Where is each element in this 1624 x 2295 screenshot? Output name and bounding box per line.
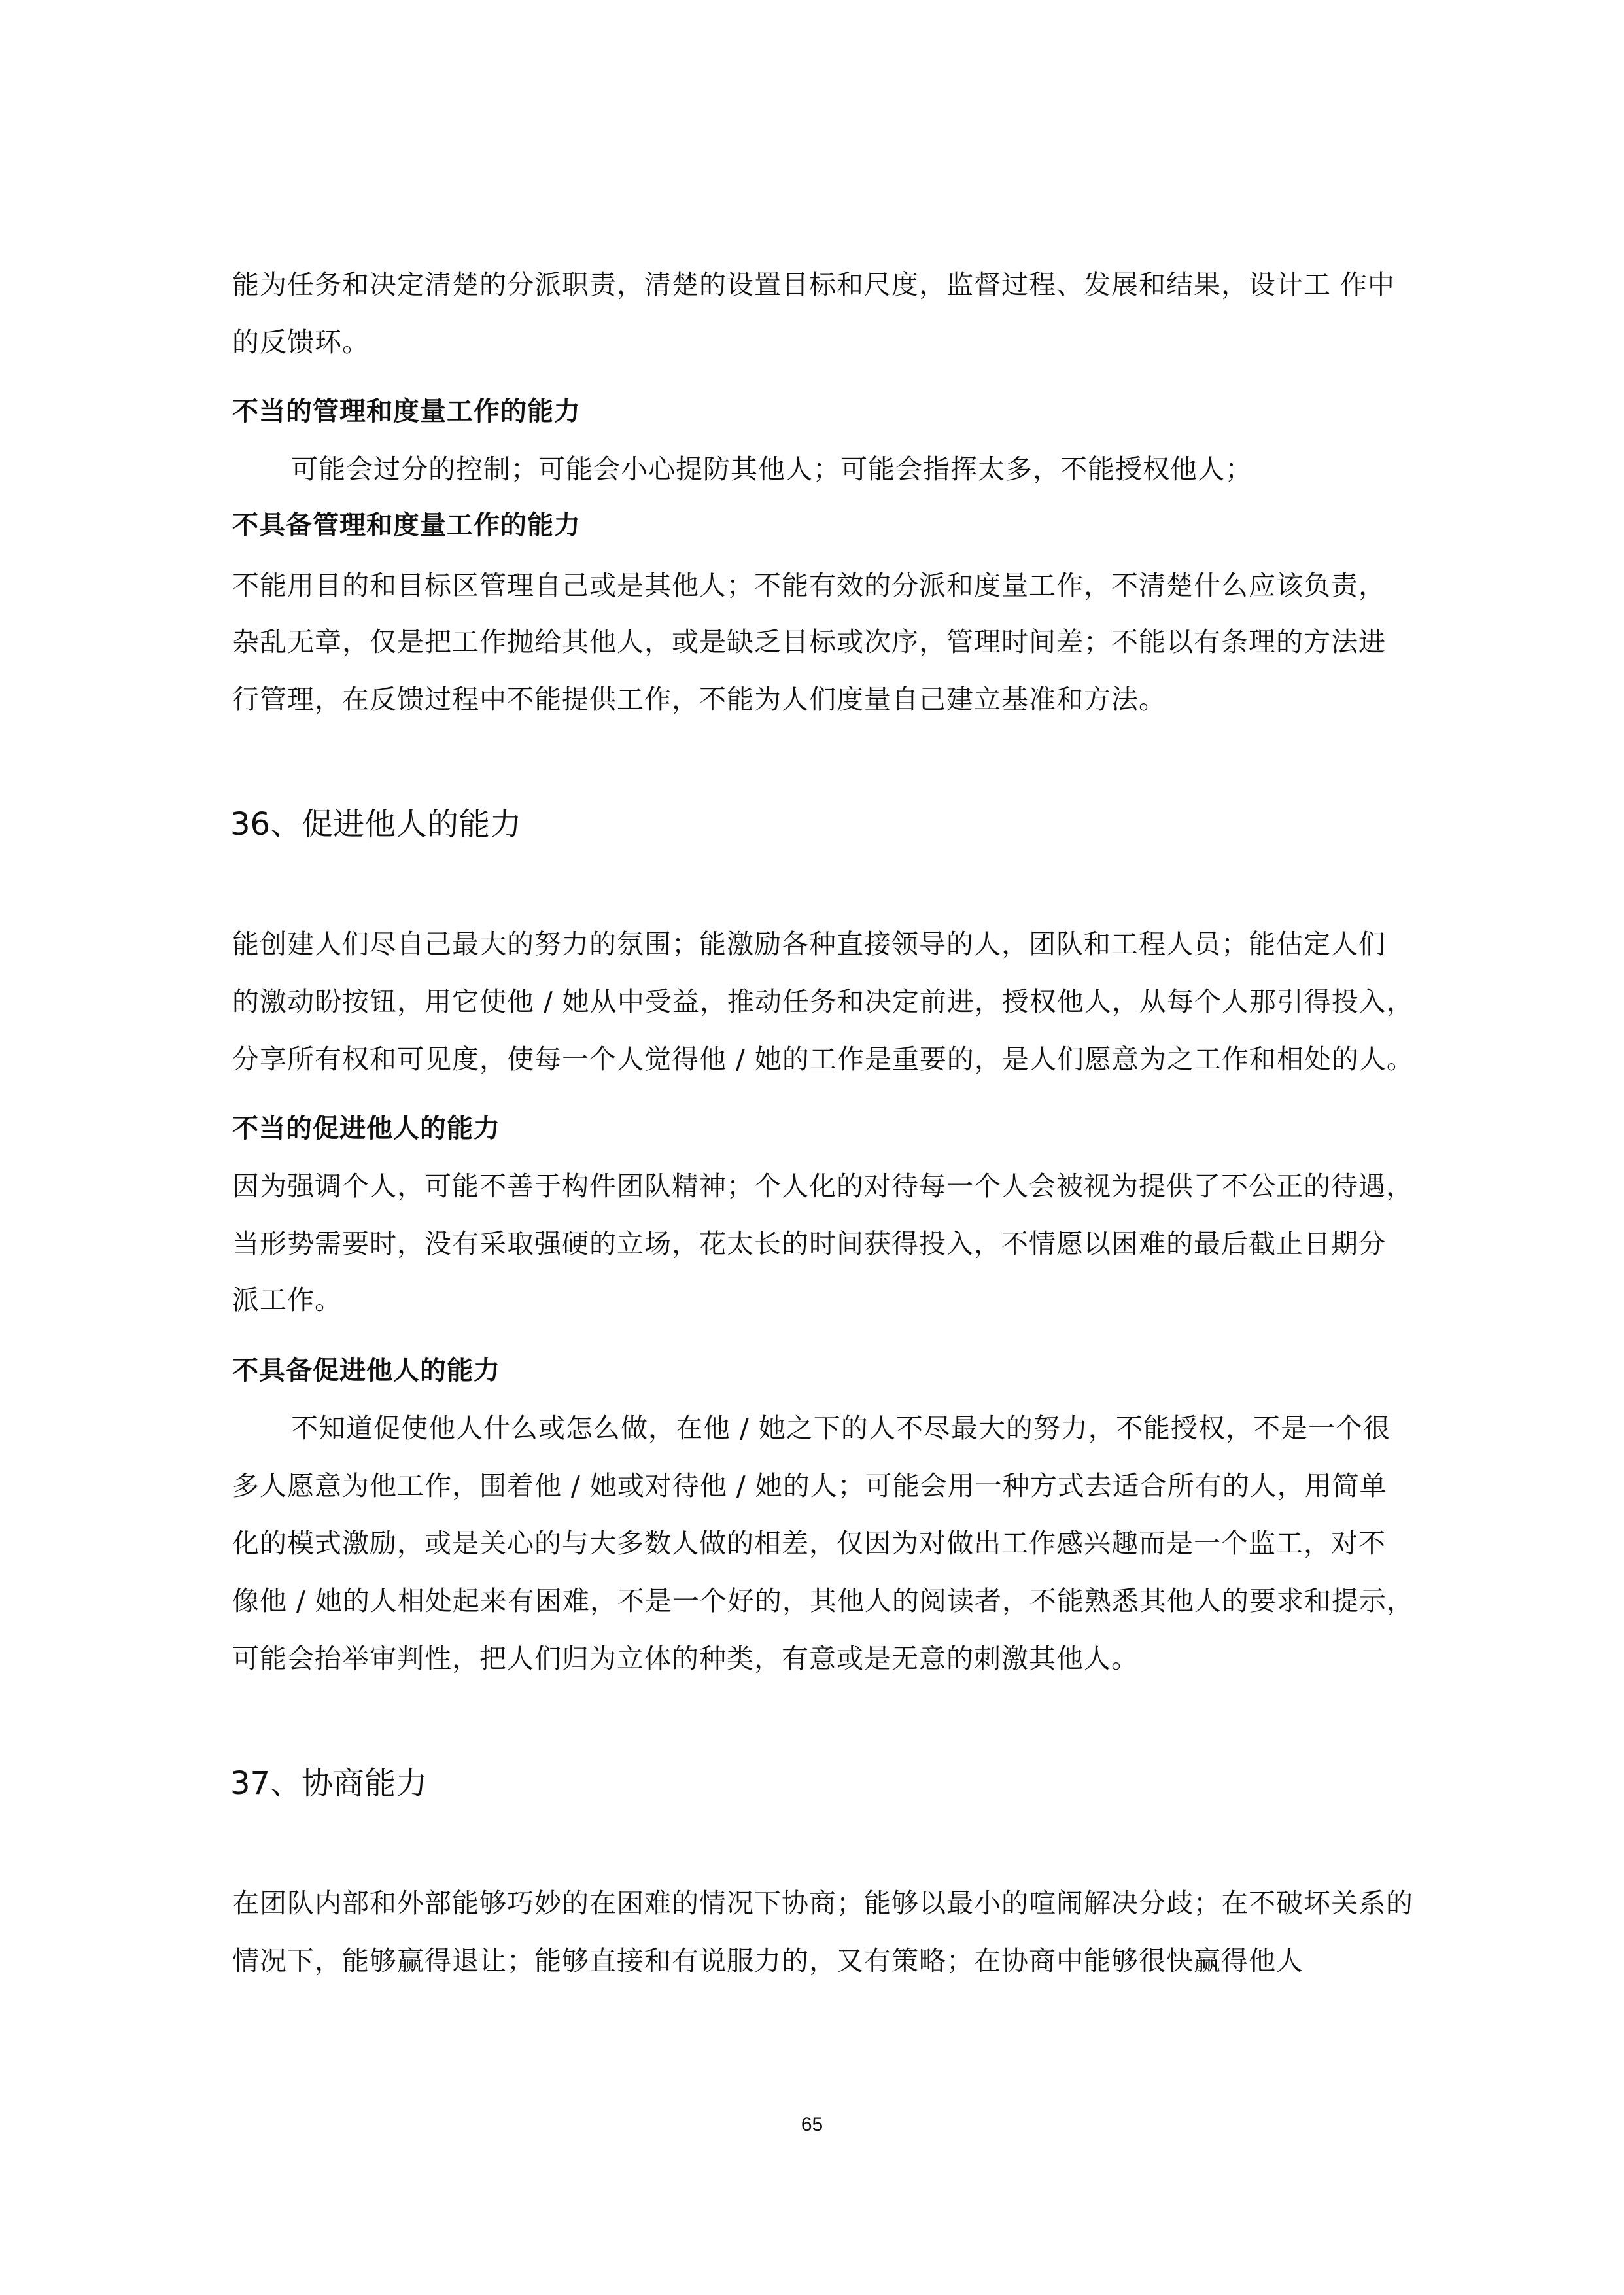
paragraph-line: 多人愿意为他工作，围着他 / 她或对待他 / 她的人；可能会用一种方式去适合所有的人，用简单: [232, 1470, 1387, 1501]
paragraph-line: 的激动盼按钮，用它使他 / 她从中受益，推动任务和决定前进，授权他人，从每个人那引得投入，: [232, 986, 1414, 1017]
paragraph-line: 能为任务和决定清楚的分派职责，清楚的设置目标和尺度，监督过程、发展和结果，设计工 作中: [232, 269, 1396, 300]
subsection-title: 不具备管理和度量工作的能力: [232, 510, 581, 540]
paragraph-line: 可能会抬举审判性，把人们归为立体的种类，有意或是无意的刺激其他人。: [232, 1643, 1139, 1674]
paragraph-line: 杂乱无章，仅是把工作抛给其他人，或是缺乏目标或次序，管理时间差；不能以有条理的方法进: [232, 626, 1386, 657]
paragraph-line: 不知道促使他人什么或怎么做，在他 / 她之下的人不尽最大的努力，不能授权，不是一个很: [291, 1412, 1391, 1444]
paragraph-line: 的反馈环。: [232, 326, 370, 358]
paragraph-line: 可能会过分的控制；可能会小心提防其他人；可能会指挥太多，不能授权他人；: [291, 453, 1253, 485]
section-heading: 37、协商能力: [230, 1765, 428, 1802]
paragraph-line: 当形势需要时，没有采取强硬的立场，花太长的时间获得投入，不情愿以困难的最后截止日期分: [232, 1228, 1386, 1259]
paragraph-line: 情况下，能够赢得退让；能够直接和有说服力的，又有策略；在协商中能够很快赢得他人: [232, 1945, 1304, 1976]
paragraph-line: 能创建人们尽自己最大的努力的氛围；能激励各种直接领导的人，团队和工程人员；能估定人们: [232, 928, 1386, 960]
paragraph-line: 像他 / 她的人相处起来有困难，不是一个好的，其他人的阅读者，不能熟悉其他人的要求和提示，: [232, 1585, 1414, 1617]
paragraph-line: 不能用目的和目标区管理自己或是其他人；不能有效的分派和度量工作，不清楚什么应该负责，: [232, 570, 1386, 601]
paragraph-line: 化的模式激励，或是关心的与大多数人做的相差，仅因为对做出工作感兴趣而是一个监工，对不: [232, 1528, 1386, 1559]
page-number: 65: [801, 2114, 823, 2135]
paragraph-line: 分享所有权和可见度，使每一个人觉得他 / 她的工作是重要的，是人们愿意为之工作和相处的人。: [232, 1043, 1414, 1075]
subsection-title: 不当的管理和度量工作的能力: [232, 396, 581, 427]
subsection-title: 不具备促进他人的能力: [232, 1356, 500, 1386]
subsection-title: 不当的促进他人的能力: [232, 1113, 500, 1144]
paragraph-line: 行管理，在反馈过程中不能提供工作，不能为人们度量自己建立基准和方法。: [232, 684, 1166, 715]
section-heading: 36、促进他人的能力: [230, 806, 522, 843]
paragraph-line: 因为强调个人，可能不善于构件团队精神；个人化的对待每一个人会被视为提供了不公正的待遇，: [232, 1170, 1413, 1202]
paragraph-line: 在团队内部和外部能够巧妙的在困难的情况下协商；能够以最小的喧闹解决分歧；在不破坏关系的: [232, 1887, 1413, 1919]
paragraph-line: 派工作。: [232, 1284, 342, 1316]
